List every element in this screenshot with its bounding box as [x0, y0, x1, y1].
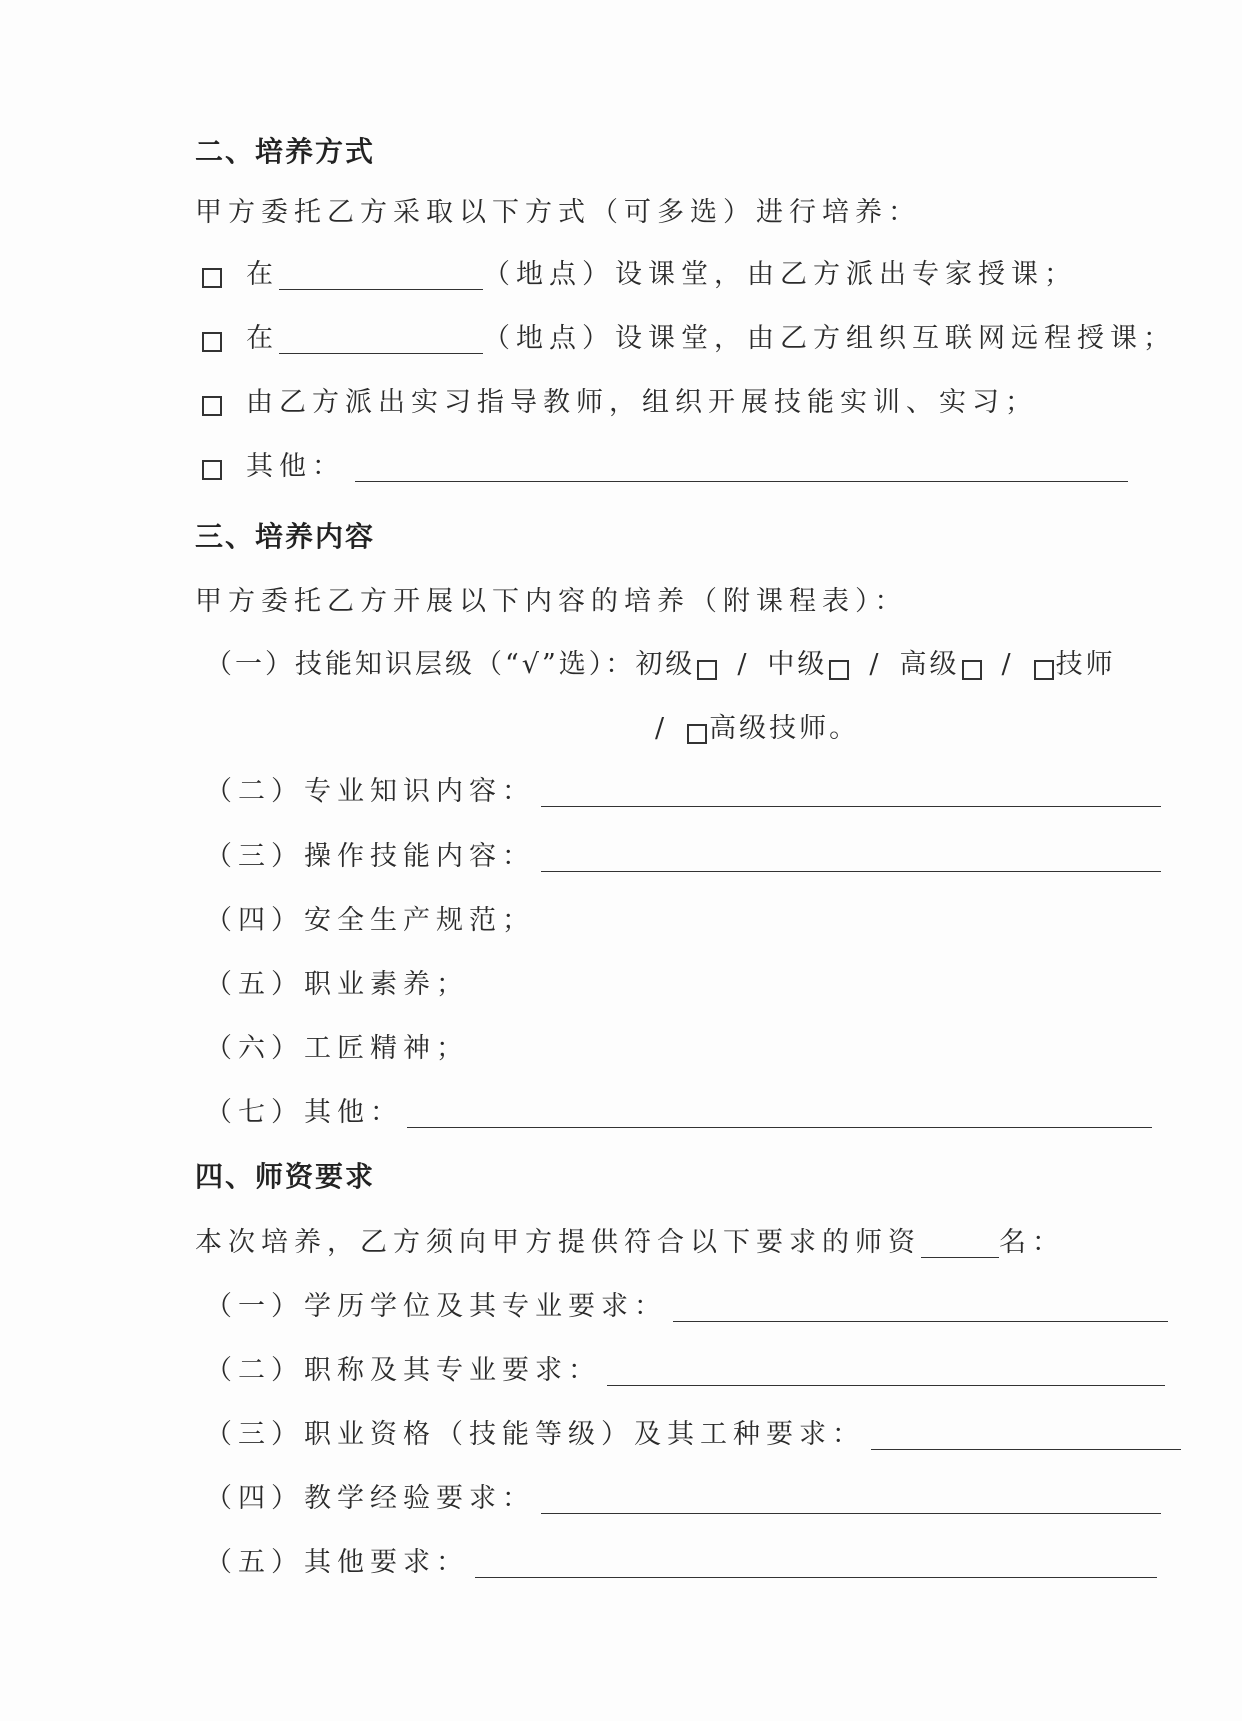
location-blank-1[interactable] [279, 263, 483, 290]
teacher-count-blank[interactable] [921, 1231, 999, 1258]
section-3-intro: 甲方委托乙方开展以下内容的培养（附课程表）： [195, 586, 908, 617]
item-label: （二）专业知识内容： [205, 776, 535, 807]
section-3-heading: 三、培养内容 [195, 520, 376, 553]
section-4-heading: 四、师资要求 [195, 1160, 376, 1193]
operation-content-blank[interactable] [541, 845, 1161, 872]
option-prefix: 在 [246, 259, 279, 290]
level-senior-technician: 高级技师。 [709, 713, 860, 744]
option-onsite-expert [202, 258, 1077, 292]
other-blank[interactable] [355, 455, 1128, 482]
level-advanced: 高级 [899, 649, 960, 680]
content-item-craftsmanship: （六）工匠精神； [205, 1033, 469, 1064]
requirement-qualification [205, 1418, 1181, 1452]
checkbox-other[interactable] [202, 460, 222, 480]
skill-level-label: （一）技能知识层级（“√”选）： [205, 649, 636, 680]
section-2-intro: 甲方委托乙方采取以下方式（可多选）进行培养： [195, 197, 921, 228]
content-item-safety: （四）安全生产规范； [205, 905, 535, 936]
requirement-title [205, 1354, 1165, 1388]
skill-level-row-2 [655, 712, 859, 746]
intro-after: 名： [999, 1227, 1065, 1258]
option-suffix: （地点）设课堂，由乙方派出专家授课； [483, 259, 1077, 290]
title-blank[interactable] [607, 1359, 1165, 1386]
checkbox-level-advanced[interactable] [962, 660, 982, 680]
checkbox-level-technician[interactable] [1034, 660, 1054, 680]
item-label: （三）操作技能内容： [205, 841, 535, 872]
separator: / [1001, 649, 1014, 680]
option-onsite-remote [202, 322, 1176, 356]
option-label: 其他： [246, 451, 345, 482]
option-other [202, 450, 1128, 484]
section-4-intro [195, 1226, 1065, 1260]
qualification-blank[interactable] [871, 1423, 1181, 1450]
education-blank[interactable] [673, 1295, 1168, 1322]
content-other-blank[interactable] [407, 1101, 1152, 1128]
location-blank-2[interactable] [279, 327, 483, 354]
item-label: （一）学历学位及其专业要求： [205, 1291, 667, 1322]
content-item-professional [205, 775, 1161, 809]
separator: / [737, 649, 750, 680]
intro-before: 本次培养，乙方须向甲方提供符合以下要求的师资 [195, 1227, 921, 1258]
section-2-heading: 二、培养方式 [195, 135, 376, 168]
level-technician: 技师 [1055, 649, 1116, 680]
content-item-other [205, 1096, 1152, 1130]
item-label: （三）职业资格（技能等级）及其工种要求： [205, 1419, 865, 1450]
checkbox-level-senior-technician[interactable] [687, 724, 707, 744]
item-label: （五）其他要求： [205, 1547, 469, 1578]
requirement-other [205, 1546, 1157, 1580]
checkbox-internship[interactable] [202, 396, 222, 416]
option-text: 由乙方派出实习指导教师，组织开展技能实训、实习； [246, 387, 1038, 418]
content-item-operation [205, 840, 1161, 874]
option-suffix: （地点）设课堂，由乙方组织互联网远程授课； [483, 323, 1176, 354]
checkbox-onsite-expert[interactable] [202, 268, 222, 288]
item-label: （二）职称及其专业要求： [205, 1355, 601, 1386]
skill-level-row [205, 648, 1116, 682]
level-intermediate: 中级 [767, 649, 828, 680]
experience-blank[interactable] [541, 1487, 1161, 1514]
item-label: （四）教学经验要求： [205, 1483, 535, 1514]
separator: / [655, 713, 668, 744]
content-item-professionalism: （五）职业素养； [205, 969, 469, 1000]
requirement-experience [205, 1482, 1161, 1516]
option-prefix: 在 [246, 323, 279, 354]
checkbox-onsite-remote[interactable] [202, 332, 222, 352]
professional-content-blank[interactable] [541, 780, 1161, 807]
requirement-other-blank[interactable] [475, 1551, 1157, 1578]
checkbox-level-intermediate[interactable] [829, 660, 849, 680]
option-internship [202, 386, 1038, 420]
requirement-education [205, 1290, 1168, 1324]
checkbox-level-primary[interactable] [697, 660, 717, 680]
item-label: （七）其他： [205, 1097, 403, 1128]
level-primary: 初级 [635, 649, 696, 680]
separator: / [869, 649, 882, 680]
